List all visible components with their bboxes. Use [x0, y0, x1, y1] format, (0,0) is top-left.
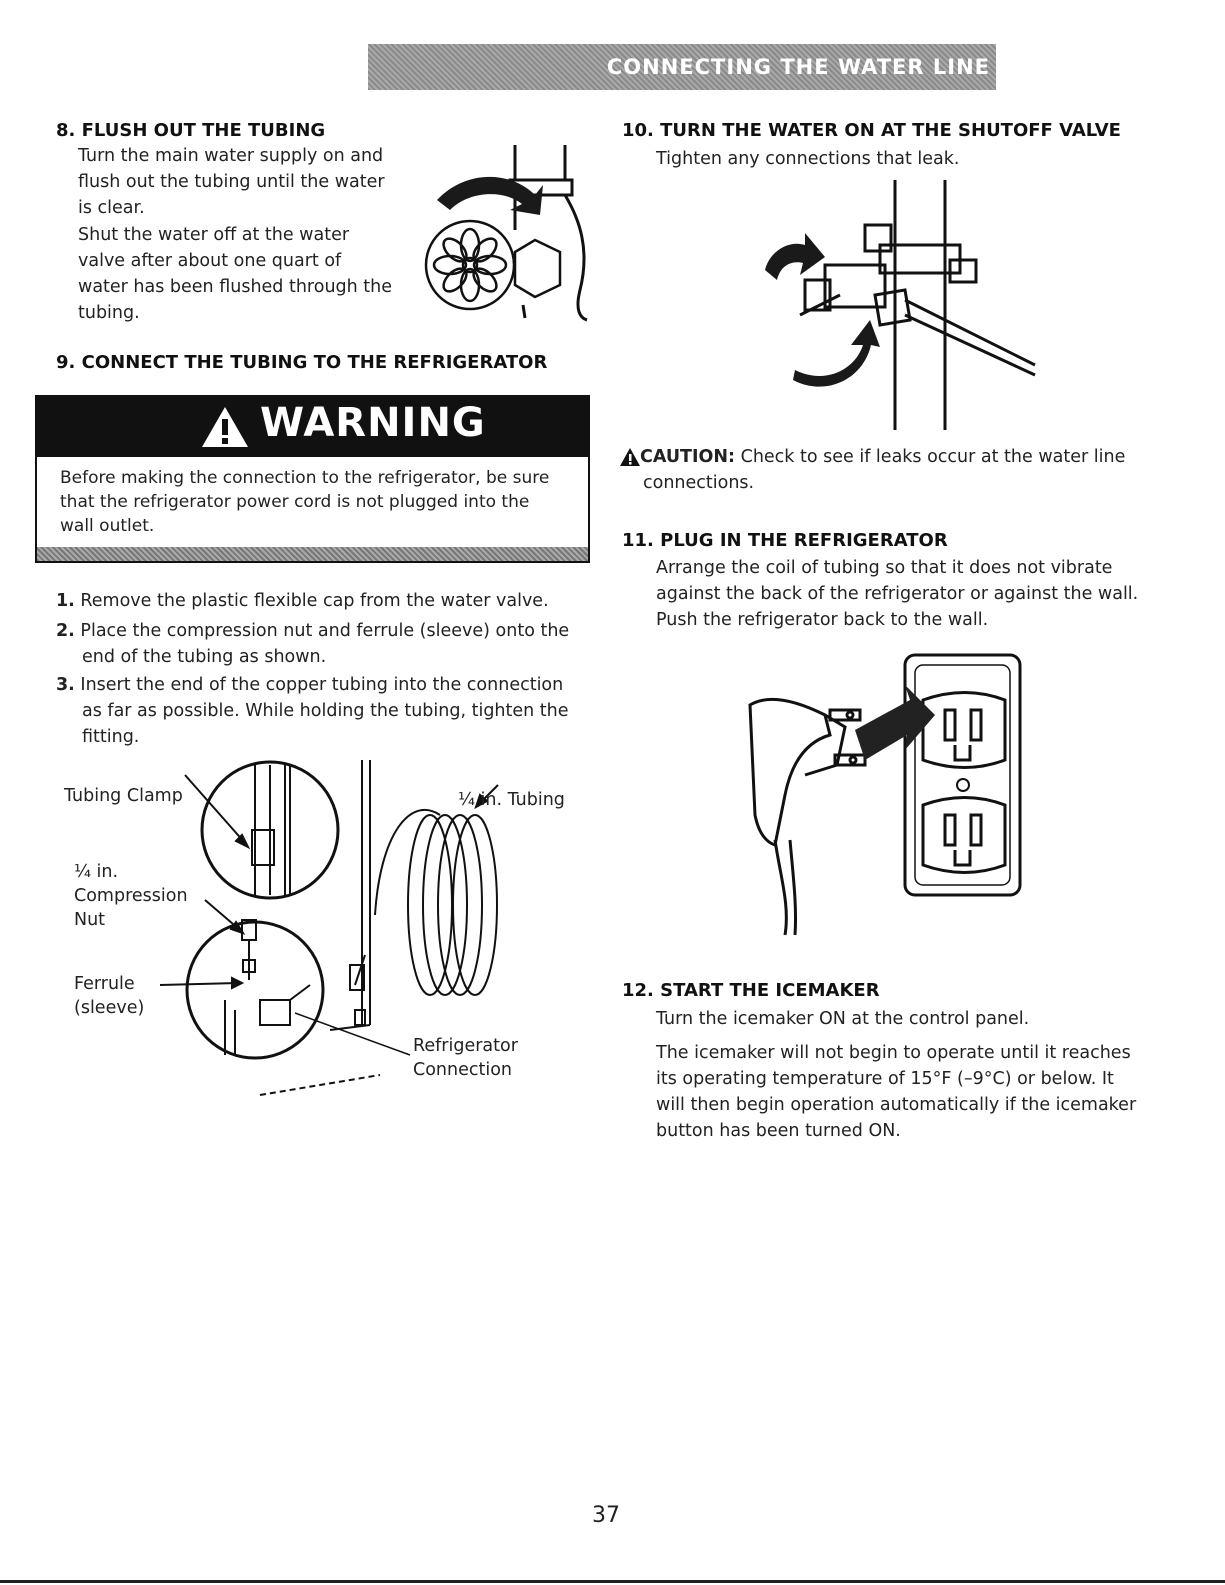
warning-text: Before making the connection to the refrigerator, be sure that the refrigerator power cord is not plugged into the wall outlet. [60, 468, 550, 536]
label-ferrule: Ferrule (sleeve) [74, 974, 145, 1018]
step11-heading: 11. PLUG IN THE REFRIGERATOR [622, 530, 948, 551]
step9-list-item-1: 1. Remove the plastic flexible cap from the water valve. [56, 591, 549, 611]
warning-title: WARNING [260, 400, 486, 446]
label-tubing: ¼ in. Tubing [458, 790, 565, 810]
step11-text: Arrange the coil of tubing so that it does not vibrate against the back of the refrigerator or against the wall. Push the refrigerator back to the wall. [656, 558, 1139, 630]
caution-label: CAUTION: [640, 447, 736, 467]
step8-paragraph2: Shut the water off at the water valve after about one quart of water has been flushed through the tubing. [78, 225, 393, 323]
bottom-rule [0, 1580, 1225, 1583]
step12-paragraph2: The icemaker will not begin to operate until it reaches its operating temperature of 15°F (–9°C) or below. It will then begin operation automatically if the icemaker button has been turned ON. [656, 1043, 1137, 1141]
step9-list-item-2: 2. Place the compression nut and ferrule (sleeve) onto the end of the tubing as shown. [56, 621, 570, 667]
step12-paragraph1: Turn the icemaker ON at the control panel. [656, 1009, 1030, 1029]
warning-footer-band [37, 547, 588, 561]
label-compression-nut: ¼ in. Compression Nut [74, 862, 188, 930]
step9-list-item-3: 3. Insert the end of the copper tubing into the connection as far as possible. While holding the tubing, tighten the fitting. [56, 675, 569, 747]
shutoff-valve-illustration [415, 140, 595, 325]
section-title: CONNECTING THE WATER LINE [606, 55, 990, 79]
step10-heading: 10. TURN THE WATER ON AT THE SHUTOFF VALVE [622, 120, 1121, 141]
step9-heading: 9. CONNECT THE TUBING TO THE REFRIGERATOR [56, 352, 548, 373]
label-tubing-clamp: Tubing Clamp [64, 786, 183, 806]
plug-outlet-illustration [735, 645, 1035, 945]
label-refrigerator-connection: Refrigerator Connection [413, 1036, 518, 1080]
caution-text: CAUTION: Check to see if leaks occur at the water line connections. [640, 447, 1126, 493]
caution-triangle-icon [619, 447, 641, 467]
warning-triangle-icon [200, 405, 250, 449]
step10-text: Tighten any connections that leak. [656, 149, 960, 169]
step12-heading: 12. START THE ICEMAKER [622, 980, 880, 1001]
page-number: 37 [592, 1503, 620, 1528]
step8-paragraph1: Turn the main water supply on and flush out the tubing until the water is clear. [78, 146, 385, 218]
step8-heading: 8. FLUSH OUT THE TUBING [56, 120, 326, 141]
shutoff-valve-clamp-illustration [745, 175, 1045, 435]
